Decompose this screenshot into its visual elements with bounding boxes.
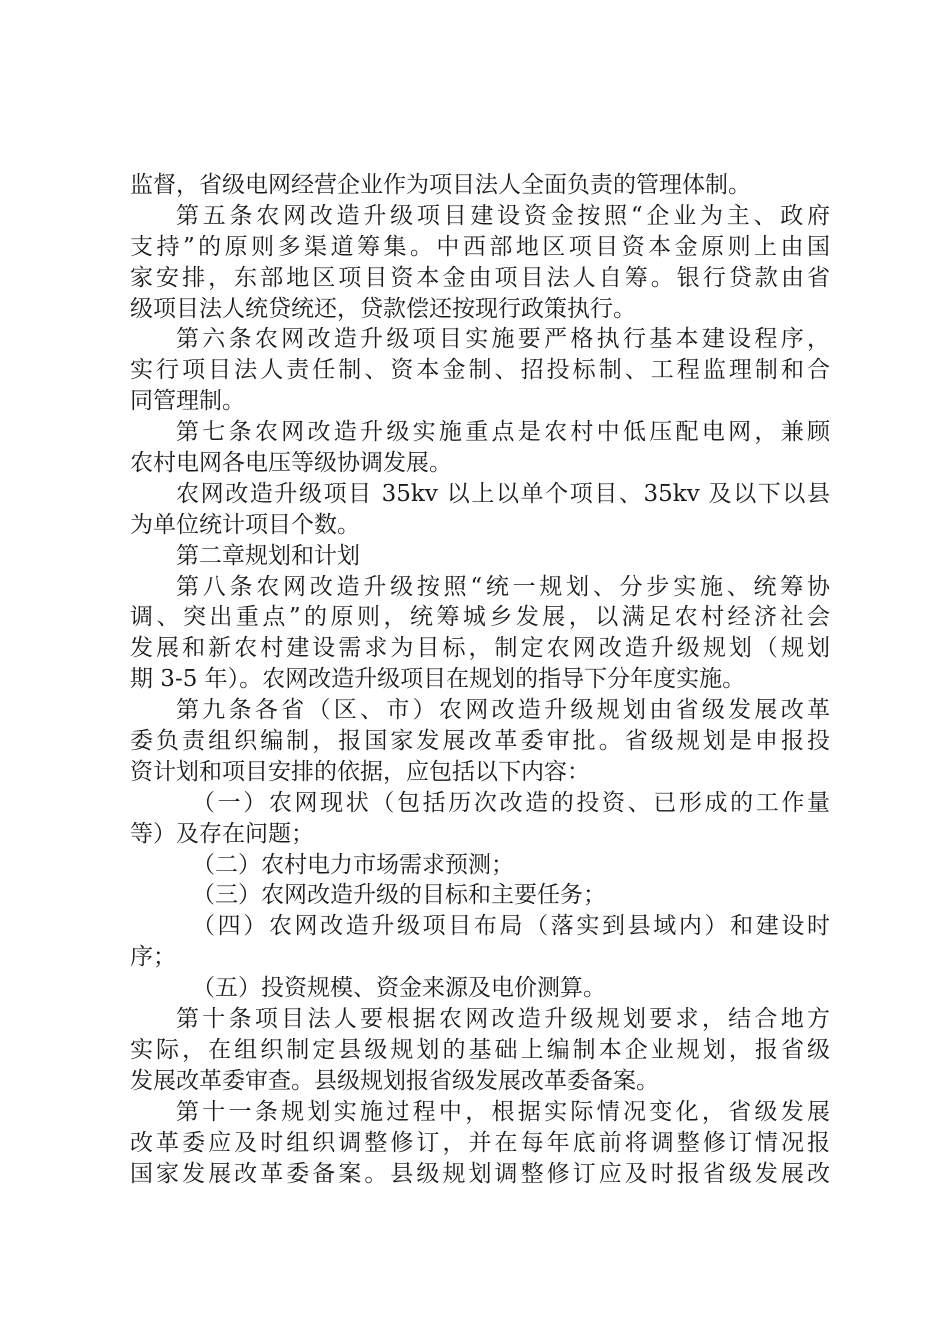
text-line: 家安排，东部地区项目资本金由项目法人自筹。银行贷款由省 bbox=[130, 264, 830, 291]
list-item: （二）农村电力市场需求预测； bbox=[192, 851, 514, 878]
text-line: 监督，省级电网经营企业作为项目法人全面负责的管理体制。 bbox=[130, 172, 751, 198]
text-line: 第五条农网改造升级项目建设资金按照“企业为主、政府 bbox=[176, 202, 830, 229]
text-line: 资计划和项目安排的依据，应包括以下内容： bbox=[130, 758, 590, 785]
text-line: 序； bbox=[130, 944, 176, 971]
text-line: 发展改革委审查。县级规划报省级发展改革委备案。 bbox=[130, 1067, 659, 1094]
list-item: （一）农网现状（包括历次改造的投资、已形成的工作量 bbox=[192, 789, 830, 816]
text-line: 级项目法人统贷统还，贷款偿还按现行政策执行。 bbox=[130, 295, 636, 322]
text-line: 改革委应及时组织调整修订，并在每年底前将调整修订情况报 bbox=[130, 1129, 830, 1156]
text-line: 等）及存在问题； bbox=[130, 820, 314, 847]
text-line: 同管理制。 bbox=[130, 388, 245, 415]
text-line: 发展和新农村建设需求为目标，制定农网改造升级规划（规划 bbox=[130, 635, 830, 662]
text-line: 第七条农网改造升级实施重点是农村中低压配电网，兼顾 bbox=[176, 419, 830, 446]
document-page bbox=[130, 170, 830, 1189]
text-line: 国家发展改革委备案。县级规划调整修订应及时报省级发展改 bbox=[130, 1160, 830, 1187]
text-line: 支持”的原则多渠道筹集。中西部地区项目资本金原则上由国 bbox=[130, 233, 830, 260]
text-line: 调、突出重点”的原则，统筹城乡发展，以满足农村经济社会 bbox=[130, 604, 830, 631]
text-line: 为单位统计项目个数。 bbox=[130, 511, 360, 538]
list-item: （五）投资规模、资金来源及电价测算。 bbox=[192, 975, 606, 1002]
text-line: 第十一条规划实施过程中，根据实际情况变化，省级发展 bbox=[176, 1098, 830, 1125]
text-line: 委负责组织编制，报国家发展改革委审批。省级规划是申报投 bbox=[130, 728, 830, 755]
list-item: （四）农网改造升级项目布局（落实到县域内）和建设时 bbox=[192, 913, 830, 940]
text-line: 第十条项目法人要根据农网改造升级规划要求，结合地方 bbox=[176, 1006, 830, 1033]
text-line: 第六条农网改造升级项目实施要严格执行基本建设程序， bbox=[176, 326, 830, 353]
text-line: 实际，在组织制定县级规划的基础上编制本企业规划，报省级 bbox=[130, 1036, 830, 1063]
text-line: 期 3-5 年）。农网改造升级项目在规划的指导下分年度实施。 bbox=[130, 666, 746, 693]
chapter-heading: 第二章规划和计划 bbox=[176, 542, 360, 569]
text-line: 第九条各省（区、市）农网改造升级规划由省级发展改革 bbox=[176, 697, 830, 724]
text-line: 农网改造升级项目 35kv 以上以单个项目、35kv 及以下以县 bbox=[176, 480, 830, 507]
text-line: 农村电网各电压等级协调发展。 bbox=[130, 450, 452, 477]
list-item: （三）农网改造升级的目标和主要任务； bbox=[192, 882, 606, 909]
text-line: 实行项目法人责任制、资本金制、招投标制、工程监理制和合 bbox=[130, 357, 830, 384]
text-line: 第八条农网改造升级按照“统一规划、分步实施、统筹协 bbox=[176, 573, 830, 600]
